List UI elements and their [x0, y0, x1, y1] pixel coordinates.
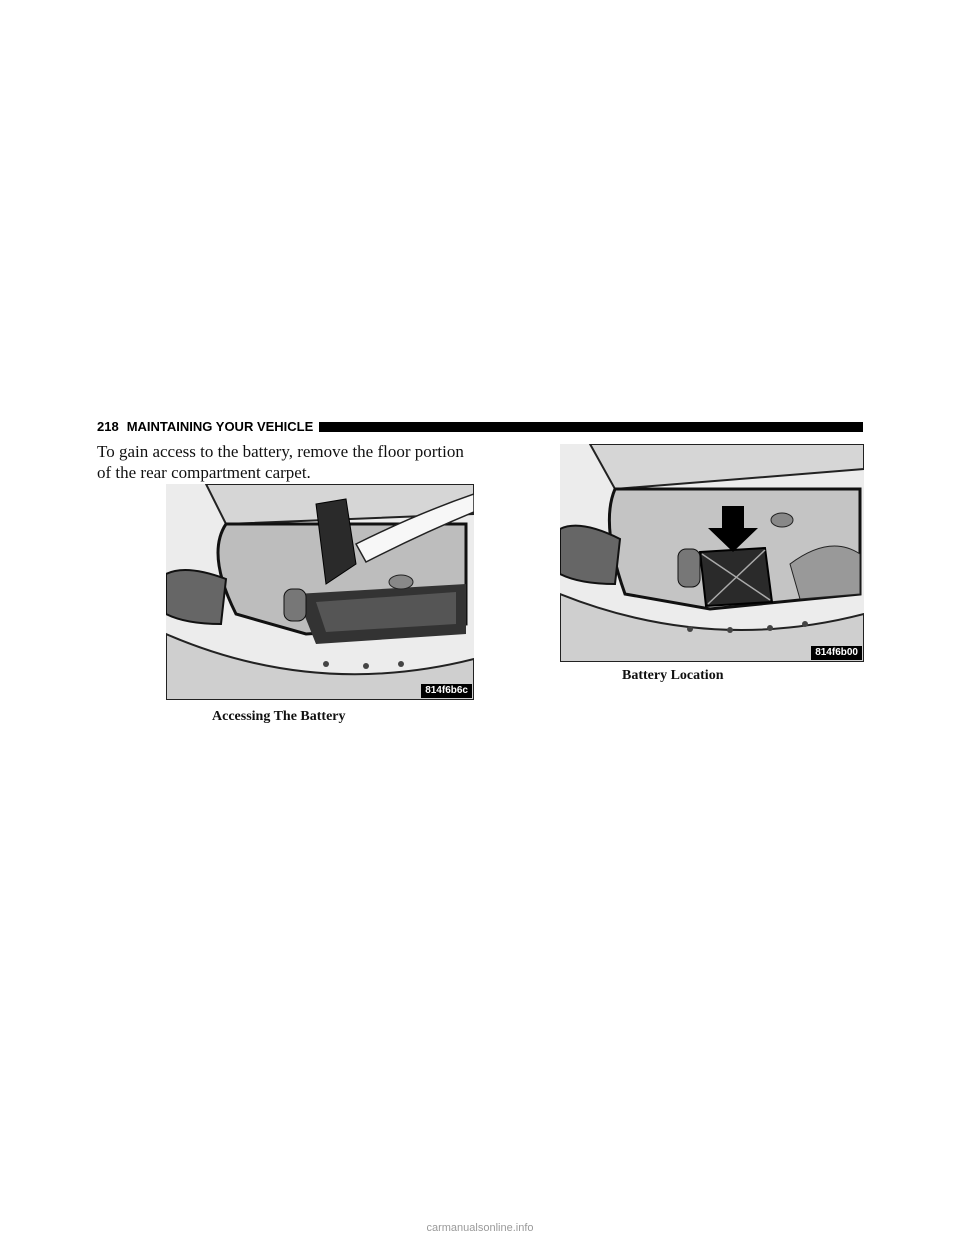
trunk-illustration-1	[166, 484, 474, 700]
figure-battery-location	[560, 444, 864, 662]
figure-code: 814f6b00	[811, 646, 862, 660]
page-number: 218	[97, 419, 119, 434]
intro-paragraph: To gain access to the battery, remove the floor portion of the rear compartment carpet.	[97, 442, 464, 482]
trunk-illustration-2	[560, 444, 864, 662]
watermark-text: carmanualsonline.info	[426, 1222, 534, 1234]
figure-caption: Battery Location	[622, 668, 724, 683]
figure-caption: Accessing The Battery	[212, 709, 346, 724]
figure-accessing-battery	[166, 484, 474, 700]
section-title: MAINTAINING YOUR VEHICLE	[126, 419, 314, 434]
figure-code: 814f6b6c	[421, 684, 472, 698]
page-header	[97, 419, 863, 435]
header-rule	[319, 422, 863, 432]
